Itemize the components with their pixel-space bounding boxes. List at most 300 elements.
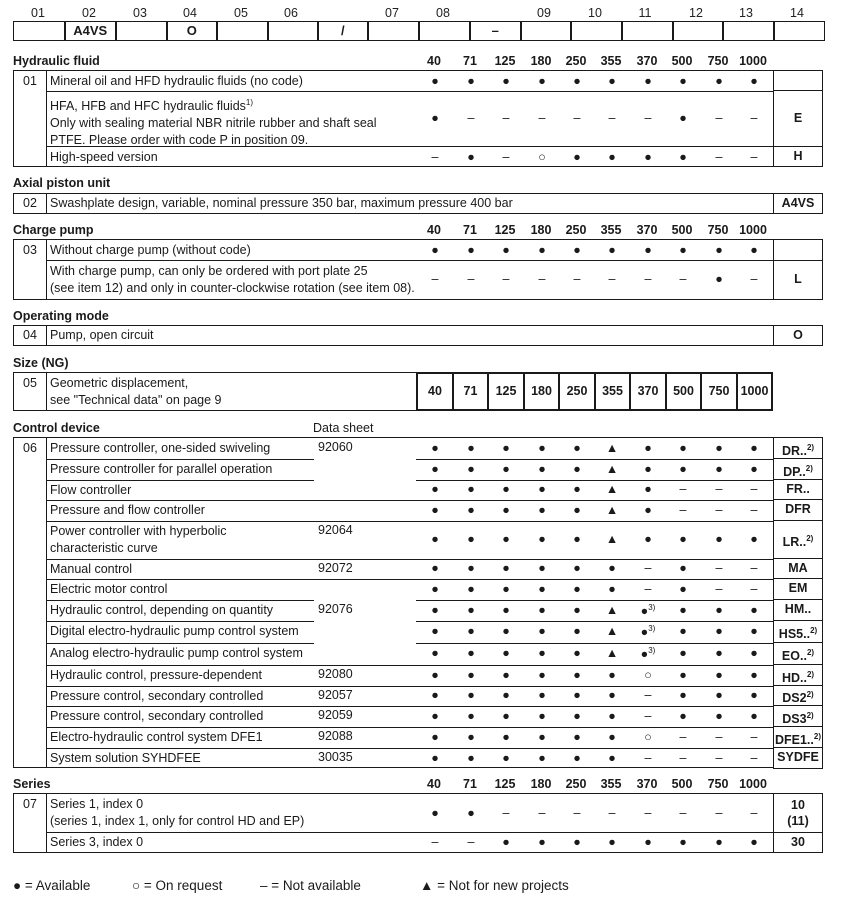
datasheet-number: 30035 [318, 750, 353, 764]
availability-mark: ● [502, 646, 510, 660]
control-description [50, 502, 205, 519]
availability-mark: ● [467, 603, 475, 617]
row-description [50, 263, 415, 297]
availability-mark: ● [750, 688, 758, 702]
availability-mark: ● [538, 603, 546, 617]
availability-mark: ● [431, 441, 439, 455]
availability-mark: ● [467, 462, 475, 476]
availability-mark: – [644, 111, 652, 125]
availability-mark: ● [502, 462, 510, 476]
footnote-mark: 3) [648, 646, 656, 655]
availability-mark: – [502, 806, 510, 820]
desc-line: Flow controller [50, 483, 132, 497]
size-label: 355 [600, 777, 622, 791]
availability-mark: ● [679, 74, 687, 88]
availability-mark: ● [608, 835, 616, 849]
availability-mark: ● [502, 482, 510, 496]
row-description: Swashplate design, variable, nominal pressure 350 bar, maximum pressure 400 bar [50, 196, 513, 210]
availability-mark: ● [644, 503, 652, 517]
code-text: DP.. [783, 465, 806, 480]
availability-mark: ● [573, 709, 581, 723]
availability-mark: – [715, 730, 723, 744]
availability-mark: ● [538, 482, 546, 496]
availability-mark: ● [538, 462, 546, 476]
availability-mark: ● [679, 462, 687, 476]
availability-mark: ● [750, 668, 758, 682]
availability-mark: ● [573, 688, 581, 702]
availability-mark: ● [467, 243, 475, 257]
availability-mark: ▲ [605, 503, 619, 517]
availability-mark: ● [608, 582, 616, 596]
divider [46, 706, 773, 707]
availability-mark: ● [679, 243, 687, 257]
availability-mark: ▲ [605, 441, 619, 455]
size-label: 71 [463, 54, 477, 68]
footnote-mark: 2) [806, 443, 815, 452]
availability-mark: ● [573, 532, 581, 546]
size-box: 40 [416, 372, 454, 411]
availability-mark: – [608, 111, 616, 125]
size-label: 370 [636, 223, 658, 237]
divider [46, 727, 773, 728]
size-label: 250 [565, 223, 587, 237]
legend-available: ● = Available [13, 878, 91, 893]
section-axial-piston-unit: Axial piston unit [13, 176, 111, 190]
size-box: 180 [523, 372, 560, 411]
availability-mark: ● [538, 582, 546, 596]
availability-mark: ● [644, 74, 652, 88]
availability-mark: ● [715, 603, 723, 617]
desc-line: Pressure and flow controller [50, 503, 205, 517]
divider [416, 621, 773, 622]
divider [46, 194, 47, 213]
divider [46, 240, 47, 299]
availability-mark: ● [573, 503, 581, 517]
availability-mark: ● [644, 532, 652, 546]
availability-mark: ● [573, 582, 581, 596]
availability-mark: ▲ [605, 532, 619, 546]
availability-mark: ● [467, 74, 475, 88]
row-number: 04 [23, 328, 37, 342]
availability-mark: ● [608, 561, 616, 575]
code-text: SYDFE [777, 750, 819, 764]
availability-mark: ● [502, 74, 510, 88]
availability-mark: ● [573, 462, 581, 476]
code-box [773, 325, 823, 346]
size-label: 71 [463, 777, 477, 791]
availability-mark: ● [679, 646, 687, 660]
divider [46, 559, 773, 560]
row-number: 02 [23, 196, 37, 210]
availability-mark: – [715, 751, 723, 765]
row-description [50, 375, 222, 409]
footnote-mark: 2) [810, 626, 818, 635]
datasheet-number: 92088 [318, 729, 353, 743]
code-box [773, 642, 823, 665]
availability-mark: ● [538, 532, 546, 546]
size-label: 500 [671, 777, 693, 791]
availability-mark: ● [750, 624, 758, 638]
divider [46, 643, 314, 644]
size-label: 125 [494, 223, 516, 237]
availability-mark: ● [573, 668, 581, 682]
divider [46, 480, 314, 481]
availability-mark: ● [715, 243, 723, 257]
availability-mark: ● [431, 709, 439, 723]
availability-mark: ● [538, 243, 546, 257]
row-number: 07 [23, 797, 37, 811]
code-text: DS2 [782, 691, 807, 706]
availability-mark: – [431, 272, 439, 286]
availability-mark: ● [573, 835, 581, 849]
divider [46, 91, 773, 92]
availability-mark: ● [467, 730, 475, 744]
row-description: Series 3, index 0 [50, 835, 144, 849]
availability-mark: ● [431, 646, 439, 660]
code-text: H [793, 149, 803, 163]
size-header-row [0, 777, 850, 791]
availability-mark: – [715, 111, 723, 125]
control-description [50, 667, 262, 684]
availability-mark: ● [502, 532, 510, 546]
availability-mark: ● [573, 561, 581, 575]
availability-mark: ● [502, 561, 510, 575]
desc-line: characteristic curve [50, 541, 158, 555]
size-label: 250 [565, 777, 587, 791]
divider [416, 643, 773, 644]
code-text: HD.. [781, 671, 807, 686]
desc-line: Only with sealing material NBR nitrile rubber and shaft seal [50, 116, 377, 131]
availability-mark: ▲ [605, 603, 619, 617]
control-description [50, 623, 299, 640]
control-description [50, 729, 263, 746]
availability-mark: ● [502, 582, 510, 596]
code-box [773, 458, 823, 480]
availability-mark: ● [431, 751, 439, 765]
availability-mark: ●$^{3)}$ [640, 624, 656, 640]
desc-line: Electro-hydraulic control system DFE1 [50, 730, 263, 744]
header-code-box [367, 21, 420, 41]
availability-mark: ● [715, 646, 723, 660]
size-box: 355 [594, 372, 631, 411]
control-description [50, 688, 263, 705]
availability-mark: – [573, 272, 581, 286]
availability-mark: ● [608, 74, 616, 88]
availability-mark: ▲ [605, 462, 619, 476]
code-text: LR.. [782, 535, 807, 550]
size-box: 370 [629, 372, 667, 411]
availability-mark: ● [502, 751, 510, 765]
divider [46, 260, 773, 261]
availability-mark: ● [502, 441, 510, 455]
size-label: 750 [707, 223, 729, 237]
position-number: 03 [133, 6, 147, 20]
control-description [50, 561, 132, 578]
availability-mark: ● [679, 709, 687, 723]
position-number: 06 [284, 6, 298, 20]
availability-mark: ● [431, 624, 439, 638]
datasheet-number: 92057 [318, 688, 353, 702]
availability-mark: ● [644, 243, 652, 257]
availability-mark: ▲ [605, 624, 619, 638]
desc-line: (series 1, index 1, only for control HD and EP) [50, 814, 305, 828]
availability-mark: ● [750, 603, 758, 617]
divider [46, 600, 314, 601]
availability-mark: ● [502, 688, 510, 702]
availability-mark: ● [608, 688, 616, 702]
size-box: 500 [665, 372, 702, 411]
availability-mark: ● [573, 441, 581, 455]
size-label: 1000 [739, 223, 767, 237]
code-text: L [794, 272, 802, 286]
availability-mark: ● [644, 835, 652, 849]
availability-mark: – [750, 150, 758, 164]
availability-mark: ● [573, 751, 581, 765]
legend-request: ○ = On request [132, 878, 223, 893]
header-code-box [570, 21, 623, 41]
availability-mark: ● [467, 668, 475, 682]
availability-mark: – [679, 806, 687, 820]
size-box: 750 [700, 372, 738, 411]
availability-mark: ● [467, 561, 475, 575]
divider [46, 71, 47, 166]
size-label: 750 [707, 54, 729, 68]
size-label: 1000 [739, 777, 767, 791]
header-code-box [621, 21, 674, 41]
availability-mark: ● [467, 806, 475, 820]
availability-mark: ● [538, 503, 546, 517]
availability-mark: ● [750, 74, 758, 88]
availability-mark: – [715, 150, 723, 164]
datasheet-number: 92060 [318, 440, 353, 454]
availability-mark: – [644, 709, 652, 723]
availability-mark: – [715, 582, 723, 596]
availability-mark: ● [715, 709, 723, 723]
availability-mark: – [644, 688, 652, 702]
datasheet-number: 92080 [318, 667, 353, 681]
availability-mark: ● [502, 709, 510, 723]
availability-mark: – [750, 482, 758, 496]
availability-mark: ●$^{3)}$ [640, 646, 656, 662]
availability-mark: – [750, 730, 758, 744]
availability-mark: – [679, 730, 687, 744]
availability-mark: ● [608, 243, 616, 257]
availability-mark: ● [538, 561, 546, 575]
availability-mark: – [679, 751, 687, 765]
control-device-table [13, 437, 774, 768]
availability-mark: ● [467, 624, 475, 638]
desc-line: (see item 12) and only in counter-clockwise rotation (see item 08). [50, 281, 415, 295]
divider [46, 373, 47, 410]
header-code-box [216, 21, 269, 41]
row-number: 01 [23, 74, 37, 88]
availability-mark: – [750, 111, 758, 125]
code-box [773, 620, 823, 643]
control-description [50, 708, 263, 725]
legend-notnew: ▲ = Not for new projects [420, 878, 569, 893]
code-text: DFE1.. [774, 733, 814, 748]
availability-mark: ● [750, 462, 758, 476]
footnote-mark: 3) [648, 624, 656, 633]
availability-mark: ● [538, 751, 546, 765]
availability-mark: ● [679, 441, 687, 455]
code-text: DR.. [781, 444, 807, 459]
desc-line: Hydraulic control, pressure-dependent [50, 668, 262, 682]
divider [46, 521, 773, 522]
control-description [50, 581, 167, 598]
size-label: 40 [427, 54, 441, 68]
availability-mark: ● [467, 503, 475, 517]
availability-mark: ● [608, 709, 616, 723]
section-series: Series [13, 777, 51, 791]
position-number: 07 [385, 6, 399, 20]
desc-line: Pressure control, secondary controlled [50, 689, 264, 703]
availability-mark: ● [679, 561, 687, 575]
availability-mark: ● [608, 668, 616, 682]
availability-mark: – [502, 150, 510, 164]
availability-mark: – [750, 503, 758, 517]
code-box [773, 520, 823, 559]
position-number: 04 [183, 6, 197, 20]
availability-mark: ● [538, 668, 546, 682]
legend-notavail: – = Not available [260, 878, 361, 893]
availability-mark: ● [573, 603, 581, 617]
control-description [50, 482, 131, 499]
availability-mark: ● [715, 272, 723, 286]
divider [46, 794, 47, 852]
section-charge-pump: Charge pump [13, 223, 94, 237]
code-box [773, 146, 823, 167]
availability-mark: ● [644, 441, 652, 455]
code-text: E [793, 111, 803, 125]
divider [46, 459, 314, 460]
availability-mark: ●$^{3)}$ [640, 603, 656, 619]
availability-mark: ● [431, 603, 439, 617]
availability-mark: ● [644, 482, 652, 496]
position-number: 12 [689, 6, 703, 20]
code-box [773, 726, 823, 748]
availability-mark: ● [538, 730, 546, 744]
size-table [13, 372, 418, 411]
availability-mark: ● [502, 603, 510, 617]
footnote-mark: 2) [813, 732, 822, 741]
desc-line: Power controller with hyperbolic [50, 524, 227, 538]
availability-mark: ● [573, 482, 581, 496]
availability-mark: ● [467, 751, 475, 765]
header-code-box [13, 21, 66, 41]
position-number: 05 [234, 6, 248, 20]
size-label: 370 [636, 777, 658, 791]
control-description [50, 602, 273, 619]
header-code-box: A4VS [64, 21, 117, 41]
availability-mark: – [608, 272, 616, 286]
divider [416, 480, 773, 481]
divider [46, 500, 773, 501]
desc-line: Digital electro-hydraulic pump control system [50, 624, 299, 638]
availability-mark: ● [715, 668, 723, 682]
availability-mark: – [644, 582, 652, 596]
row-description: Pump, open circuit [50, 328, 154, 342]
code-text: 30 [791, 835, 805, 849]
availability-mark: – [679, 503, 687, 517]
footnote-mark: 2) [806, 711, 814, 720]
code-box [773, 90, 823, 147]
size-label: 370 [636, 54, 658, 68]
availability-mark: ● [502, 624, 510, 638]
header-code-box [115, 21, 168, 41]
row-description: Without charge pump (without code) [50, 243, 251, 257]
desc-line: Pressure controller for parallel operation [50, 462, 273, 476]
footnote-mark: 2) [806, 670, 815, 679]
code-text: (11) [787, 814, 809, 828]
desc-line: HFA, HFB and HFC hydraulic fluids [50, 99, 246, 114]
code-box [773, 193, 823, 214]
availability-mark: ● [715, 74, 723, 88]
footnote-mark: 2) [806, 534, 814, 543]
availability-mark: ○ [644, 668, 652, 682]
availability-mark: – [750, 582, 758, 596]
availability-mark: ▲ [605, 646, 619, 660]
header-code-box [520, 21, 572, 41]
section-control-device: Control device [13, 421, 100, 435]
header-code-box [672, 21, 724, 41]
code-box [773, 260, 823, 300]
availability-mark: ● [679, 835, 687, 849]
position-number: 14 [790, 6, 804, 20]
size-label: 1000 [739, 54, 767, 68]
availability-mark: – [644, 806, 652, 820]
availability-mark: ● [715, 532, 723, 546]
availability-mark: – [715, 806, 723, 820]
size-label: 180 [530, 777, 552, 791]
availability-mark: ● [750, 835, 758, 849]
divider [416, 459, 773, 460]
size-label: 71 [463, 223, 477, 237]
availability-mark: ● [502, 668, 510, 682]
row-number: 06 [23, 441, 37, 455]
divider [416, 600, 773, 601]
size-header-row [0, 223, 850, 237]
desc-line: Electric motor control [50, 582, 168, 596]
position-number: 01 [31, 6, 45, 20]
section-size: Size (NG) [13, 356, 69, 370]
availability-mark: ○ [538, 150, 546, 164]
availability-mark: – [644, 272, 652, 286]
code-box [773, 558, 823, 579]
row-description [50, 94, 377, 149]
availability-mark: ● [538, 835, 546, 849]
availability-mark: – [573, 111, 581, 125]
availability-mark: – [750, 751, 758, 765]
position-number: 08 [436, 6, 450, 20]
availability-mark: ● [573, 730, 581, 744]
charge-pump-table [13, 239, 774, 300]
availability-mark: ● [750, 709, 758, 723]
availability-mark: ● [431, 482, 439, 496]
row-number: 05 [23, 376, 37, 390]
divider [46, 686, 773, 687]
footnote-mark: 2) [805, 464, 813, 473]
availability-mark: ● [431, 462, 439, 476]
code-text: DFR [785, 502, 811, 516]
availability-mark: ● [679, 532, 687, 546]
code-text: HM.. [784, 602, 812, 616]
availability-mark: ● [467, 532, 475, 546]
availability-mark: – [431, 150, 439, 164]
availability-mark: ● [502, 835, 510, 849]
availability-mark: – [502, 111, 510, 125]
size-label: 40 [427, 223, 441, 237]
